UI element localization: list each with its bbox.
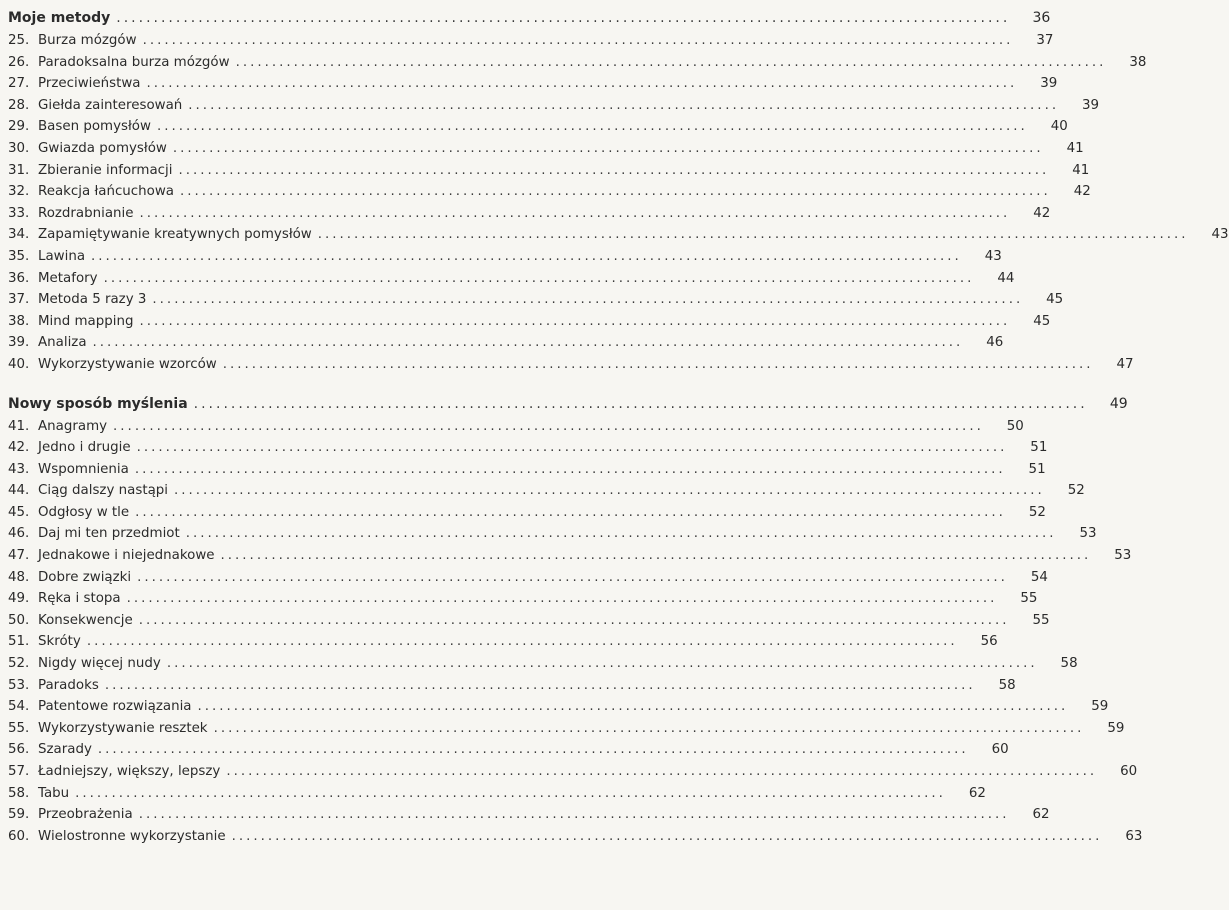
toc-entry-page: 45: [1046, 292, 1064, 308]
dot-leader: ........................................................................................................................: [178, 162, 1050, 178]
toc-entry-title: Tabu: [38, 785, 70, 801]
toc-entry-number: 59.: [8, 807, 30, 823]
toc-entry: [8, 224, 1229, 246]
toc-entry: [8, 610, 1050, 632]
dot-leader: ........................................................................................................................: [220, 548, 1092, 564]
dot-leader: ........................................................................................................................: [138, 612, 1010, 628]
toc-entry-page: 39: [1082, 97, 1100, 113]
toc-entry-page: 38: [1129, 54, 1147, 70]
toc-entry-number: 52.: [8, 656, 30, 672]
toc-entry-title: Odgłosy w tle: [38, 504, 130, 520]
toc-entry-number: 43.: [8, 461, 30, 477]
toc-entry-page: 44: [997, 270, 1015, 286]
toc-entry-number: 28.: [8, 97, 30, 113]
dot-leader: ........................................................................................................................: [174, 483, 1045, 499]
toc-entry-title: Patentowe rozwiązania: [38, 699, 192, 715]
toc-entry-page: 53: [1079, 526, 1097, 542]
toc-entry-page: 43: [984, 248, 1002, 264]
toc-entry-page: 59: [1091, 699, 1109, 715]
toc-entry-title: Szarady: [38, 742, 92, 758]
toc-entry-title: Wspomnienia: [38, 461, 129, 477]
toc-entry-number: 40.: [8, 356, 30, 372]
toc-entry-page: 50: [1006, 418, 1024, 434]
toc-entry-page: 58: [1060, 656, 1078, 672]
section-heading-title: Nowy sposób myślenia: [8, 395, 188, 412]
toc-entry-number: 53.: [8, 677, 30, 693]
toc-entry: [8, 311, 1051, 333]
toc-entry-number: 30.: [8, 140, 30, 156]
toc-entry-number: 36.: [8, 270, 30, 286]
dot-leader: ........................................................................................................................: [231, 828, 1103, 844]
toc-entry-number: 41.: [8, 418, 30, 434]
toc-entry-title: Wykorzystywanie resztek: [38, 720, 208, 736]
toc-entry-title: Jednakowe i niejednakowe: [38, 548, 215, 564]
toc-entry: [8, 675, 1016, 697]
toc-entry: [8, 437, 1048, 459]
toc-entry: [8, 181, 1091, 203]
dot-leader: ........................................................................................................................: [138, 807, 1010, 823]
toc-entry-number: 50.: [8, 612, 30, 628]
toc-entry: [8, 203, 1051, 225]
dot-leader: ........................................................................................................................: [213, 720, 1085, 736]
dot-leader: ........................................................................................................................: [126, 591, 998, 607]
section-heading-title: Moje metody: [8, 10, 111, 26]
toc-entry: [8, 480, 1085, 502]
dot-leader: ........................................................................................................................: [86, 634, 958, 650]
toc-entry-page: 39: [1040, 76, 1058, 92]
toc-entry-page: 60: [1120, 764, 1138, 779]
toc-entry-page: 59: [1107, 720, 1125, 736]
toc-entry-page: 55: [1032, 612, 1050, 628]
toc-entry: [8, 545, 1132, 567]
toc-entry: [8, 826, 1143, 848]
toc-entry-title: Giełda zainteresowań: [38, 97, 183, 113]
dot-leader: ........................................................................................................................: [113, 418, 984, 434]
section-heading-page: 49: [1109, 395, 1128, 412]
toc-entry: [8, 73, 1058, 95]
toc-entry-number: 48.: [8, 569, 30, 585]
toc-entry-title: Ręka i stopa: [38, 591, 121, 607]
toc-entry: [8, 354, 1134, 376]
toc-entry-number: 49.: [8, 591, 30, 607]
toc-entry-number: 55.: [8, 720, 30, 736]
toc-entry-page: 42: [1073, 184, 1091, 200]
toc-entry-title: Metoda 5 razy 3: [38, 292, 147, 308]
dot-leader: ........................................................................................................................: [185, 526, 1057, 542]
toc-entry: [8, 289, 1064, 311]
toc-entry-page: 63: [1125, 828, 1143, 844]
toc-entry: [8, 416, 1024, 438]
toc-entry: [8, 138, 1084, 160]
toc-entry-number: 33.: [8, 205, 30, 221]
dot-leader: ........................................................................................................................: [146, 76, 1018, 92]
toc-entry: [8, 761, 1138, 783]
toc-entry-title: Mind mapping: [38, 313, 134, 329]
toc-entry-page: 45: [1033, 313, 1051, 329]
dot-leader: ........................................................................................................................: [92, 335, 964, 351]
toc-entry-title: Dobre związki: [38, 569, 132, 585]
toc-entry-page: 52: [1028, 504, 1046, 520]
toc-entry: [8, 653, 1078, 675]
toc-entry-page: 54: [1030, 569, 1048, 585]
toc-entry-title: Analiza: [38, 335, 87, 351]
dot-leader: ........................................................................................................................: [136, 440, 1008, 456]
toc-entry: [8, 567, 1048, 589]
toc-entry-number: 54.: [8, 699, 30, 715]
toc-entry: [8, 268, 1015, 290]
dot-leader: ........................................................................................................................: [137, 569, 1008, 585]
toc-section-nowy-sposob-myslenia: [8, 392, 1143, 848]
dot-leader: ........................................................................................................................: [172, 140, 1044, 156]
toc-entry: [8, 739, 1009, 761]
dot-leader: ........................................................................................................................: [222, 356, 1094, 372]
toc-entry: [8, 783, 986, 805]
toc-entry-title: Anagramy: [38, 418, 108, 434]
toc-entry-number: 38.: [8, 313, 30, 329]
toc-entry: [8, 588, 1038, 610]
toc-entry-page: 60: [991, 742, 1009, 758]
dot-leader: ........................................................................................................................: [116, 10, 1011, 26]
toc-entry-page: 52: [1067, 483, 1085, 499]
toc-entry-number: 35.: [8, 248, 30, 264]
toc-entry-number: 37.: [8, 292, 30, 308]
dot-leader: ........................................................................................................................: [97, 742, 969, 758]
toc-entry-number: 39.: [8, 335, 30, 351]
toc-entry-title: Przeciwieństwa: [38, 76, 141, 92]
toc-entry-page: 42: [1033, 205, 1051, 221]
toc-entry-title: Skróty: [38, 634, 81, 650]
toc-entry-title: Przeobrażenia: [38, 807, 133, 823]
dot-leader: ........................................................................................................................: [152, 292, 1024, 308]
toc-entry-title: Ciąg dalszy nastąpi: [38, 483, 168, 499]
toc-entry: [8, 116, 1068, 138]
dot-leader: ........................................................................................................................: [135, 504, 1006, 520]
toc-entry-page: 56: [980, 634, 998, 650]
toc-entry: [8, 52, 1147, 74]
toc-entry-page: 51: [1028, 461, 1046, 477]
toc-entry-title: Paradoks: [38, 677, 99, 693]
toc-entry-number: 27.: [8, 76, 30, 92]
toc-entry-title: Ładniejszy, większy, lepszy: [38, 764, 221, 779]
toc-entry-list: [8, 416, 1143, 848]
toc-entry: [8, 160, 1090, 182]
dot-leader: ........................................................................................................................: [103, 270, 975, 286]
dot-leader: ........................................................................................................................: [197, 699, 1069, 715]
toc-entry: [8, 246, 1002, 268]
toc-entry-number: 44.: [8, 483, 30, 499]
section-heading: [8, 392, 1128, 416]
toc-entry-page: 58: [998, 677, 1016, 693]
toc-entry-title: Wielostronne wykorzystanie: [38, 828, 226, 844]
toc-entry-title: Nigdy więcej nudy: [38, 656, 161, 672]
dot-leader: ........................................................................................................................: [134, 461, 1006, 477]
toc-entry-title: Gwiazda pomysłów: [38, 140, 167, 156]
toc-entry-number: 45.: [8, 504, 30, 520]
toc-entry-title: Burza mózgów: [38, 33, 137, 48]
dot-leader: ........................................................................................................................: [317, 227, 1189, 243]
toc-entry-number: 31.: [8, 162, 30, 178]
toc-entry-page: 53: [1114, 548, 1132, 564]
toc-entry-title: Rozdrabnianie: [38, 205, 134, 221]
toc-entry-title: Konsekwencje: [38, 612, 133, 628]
section-heading: [8, 6, 1051, 30]
toc-entry-page: 55: [1020, 591, 1038, 607]
toc-entry-title: Daj mi ten przedmiot: [38, 526, 180, 542]
toc-entry-title: Zapamiętywanie kreatywnych pomysłów: [38, 227, 312, 243]
toc-entry: [8, 95, 1100, 117]
toc-entry: [8, 696, 1109, 718]
toc-entry-number: 47.: [8, 548, 30, 564]
toc-entry-page: 47: [1116, 356, 1134, 372]
section-heading-page: 36: [1032, 10, 1051, 26]
dot-leader: ........................................................................................................................: [180, 184, 1051, 200]
toc-entry-page: 62: [1032, 807, 1050, 823]
toc-entry-page: 43: [1211, 227, 1229, 243]
toc-entry-number: 25.: [8, 33, 30, 48]
toc-entry-number: 57.: [8, 764, 30, 779]
toc-entry-title: Paradoksalna burza mózgów: [38, 54, 230, 70]
toc-entry-page: 41: [1066, 140, 1084, 156]
toc-entry-number: 56.: [8, 742, 30, 758]
toc-entry: [8, 523, 1097, 545]
toc-entry-page: 62: [968, 785, 986, 801]
toc-entry-page: 46: [986, 335, 1004, 351]
dot-leader: ........................................................................................................................: [139, 205, 1011, 221]
dot-leader: ........................................................................................................................: [226, 764, 1098, 779]
toc-entry-title: Reakcja łańcuchowa: [38, 184, 174, 200]
dot-leader: ........................................................................................................................: [139, 313, 1011, 329]
toc-entry-title: Lawina: [38, 248, 86, 264]
dot-leader: ........................................................................................................................: [142, 33, 1014, 48]
toc-entry: [8, 459, 1046, 481]
dot-leader: ........................................................................................................................: [235, 54, 1107, 70]
toc-entry: [8, 30, 1054, 52]
toc-entry: [8, 804, 1050, 826]
toc-entry: [8, 718, 1125, 740]
dot-leader: ........................................................................................................................: [75, 785, 946, 801]
toc-entry-title: Jedno i drugie: [38, 440, 131, 456]
toc-entry-number: 42.: [8, 440, 30, 456]
toc-entry-number: 58.: [8, 785, 30, 801]
toc-entry-number: 34.: [8, 227, 30, 243]
dot-leader: ........................................................................................................................: [166, 656, 1038, 672]
toc-entry-page: 37: [1036, 33, 1054, 48]
toc-entry: [8, 631, 998, 653]
toc-entry-title: Metafory: [38, 270, 98, 286]
toc-entry-number: 26.: [8, 54, 30, 70]
toc-entry-number: 29.: [8, 119, 30, 135]
toc-entry: [8, 502, 1046, 524]
toc-entry-page: 40: [1050, 119, 1068, 135]
toc-entry-number: 51.: [8, 634, 30, 650]
toc-entry-number: 60.: [8, 828, 30, 844]
toc-entry-page: 51: [1030, 440, 1048, 456]
toc-entry-number: 32.: [8, 184, 30, 200]
dot-leader: ........................................................................................................................: [104, 677, 976, 693]
toc-entry-title: Zbieranie informacji: [38, 162, 173, 178]
toc-entry-title: Basen pomysłów: [38, 119, 151, 135]
toc-entry-list: [8, 30, 1229, 376]
dot-leader: ........................................................................................................................: [91, 248, 962, 264]
dot-leader: ........................................................................................................................: [156, 119, 1028, 135]
toc-entry-title: Wykorzystywanie wzorców: [38, 356, 217, 372]
toc-entry-page: 41: [1072, 162, 1090, 178]
toc-entry: [8, 332, 1004, 354]
toc-entry-number: 46.: [8, 526, 30, 542]
dot-leader: ........................................................................................................................: [188, 97, 1060, 113]
dot-leader: ........................................................................................................................: [193, 395, 1088, 412]
toc-section-moje-metody: [8, 6, 1229, 376]
